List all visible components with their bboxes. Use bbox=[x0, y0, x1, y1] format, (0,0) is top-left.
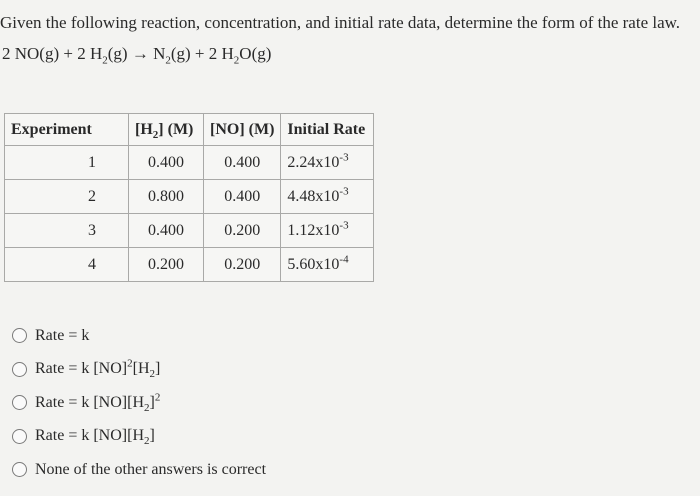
question-prompt: Given the following reaction, concentration, and initial rate data, determine the form of the rate law. bbox=[0, 13, 681, 32]
cell-no: 0.200 bbox=[204, 214, 281, 248]
cell-h2: 0.400 bbox=[129, 146, 204, 180]
table-row bbox=[5, 180, 374, 214]
header-no: [NO] (M) bbox=[204, 114, 281, 146]
cell-no: 0.400 bbox=[204, 180, 281, 214]
rate-data-table bbox=[4, 113, 374, 282]
cell-initial-rate: $4.48x10^{-3}$ bbox=[281, 180, 374, 214]
cell-no: 0.200 bbox=[204, 248, 281, 282]
option-rate-no-h2[interactable] bbox=[12, 420, 266, 454]
cell-experiment: 3 bbox=[5, 214, 129, 248]
option-rate-no2-h2[interactable] bbox=[12, 353, 266, 387]
radio-button-icon[interactable] bbox=[12, 395, 27, 410]
header-initial-rate: Initial Rate bbox=[281, 114, 374, 146]
cell-experiment: 4 bbox=[5, 248, 129, 282]
table-row bbox=[5, 214, 374, 248]
radio-button-icon[interactable] bbox=[12, 328, 27, 343]
cell-initial-rate: $1.12x10^{-3}$ bbox=[281, 214, 374, 248]
header-h2: $[H_2]$ (M) bbox=[129, 114, 204, 146]
option-label: Rate = k $[NO]^2[H_2]$ bbox=[35, 357, 161, 381]
answer-options bbox=[12, 319, 266, 487]
cell-h2: 0.800 bbox=[129, 180, 204, 214]
cell-initial-rate: $2.24x10^{-3}$ bbox=[281, 146, 374, 180]
radio-button-icon[interactable] bbox=[12, 362, 27, 377]
radio-button-icon[interactable] bbox=[12, 462, 27, 477]
option-none-correct[interactable] bbox=[12, 453, 266, 487]
option-label: Rate = k bbox=[35, 326, 90, 344]
cell-initial-rate: $5.60x10^{-4}$ bbox=[281, 248, 374, 282]
header-experiment: Experiment bbox=[5, 114, 129, 146]
cell-h2: 0.400 bbox=[129, 214, 204, 248]
option-rate-no-h2-squared[interactable] bbox=[12, 386, 266, 420]
reaction-equation: 2 NO(g) + 2 $H_2(g) \to N_2(g) + 2$ $H_2O(g)$ bbox=[2, 44, 272, 67]
cell-experiment: 1 bbox=[5, 146, 129, 180]
table-row bbox=[5, 248, 374, 282]
option-label: Rate = k $[NO][H_2]^2$ bbox=[35, 391, 161, 414]
option-label: Rate = k $[NO][H_2]$ bbox=[35, 427, 155, 448]
option-rate-k[interactable] bbox=[12, 319, 266, 353]
table-row bbox=[5, 146, 374, 180]
cell-no: 0.400 bbox=[204, 146, 281, 180]
radio-button-icon[interactable] bbox=[12, 429, 27, 444]
table-header-row bbox=[5, 114, 374, 146]
option-label: None of the other answers is correct bbox=[35, 460, 267, 478]
cell-experiment: 2 bbox=[5, 180, 129, 214]
cell-h2: 0.200 bbox=[129, 248, 204, 282]
